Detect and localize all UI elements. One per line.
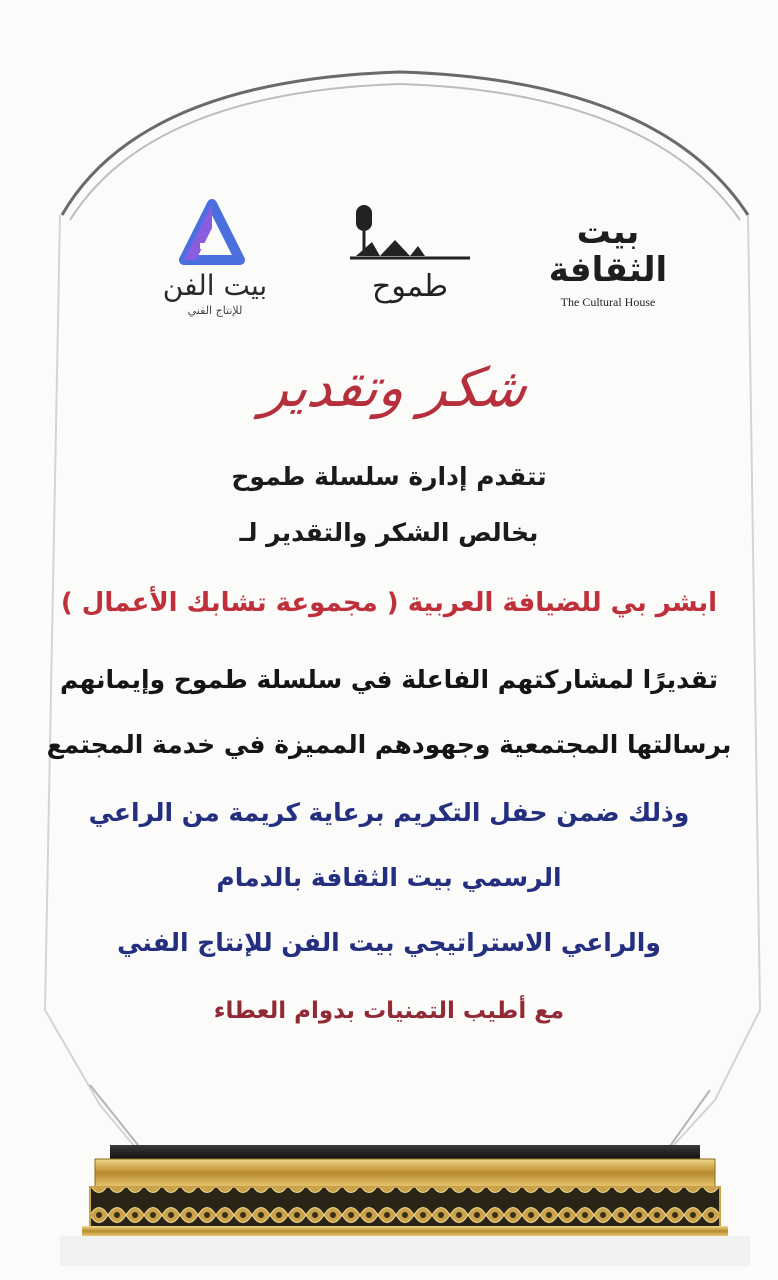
closing-line: مع أطيب التمنيات بدوام العطاء [213,998,565,1024]
cultural-house-arabic: بيت الثقافة [548,212,668,290]
intro-line: تتقدم إدارة سلسلة طموح [231,462,547,491]
thanks-line: بخالص الشكر والتقدير لـ [239,518,539,547]
cultural-house-logo [533,213,683,310]
body-line-2: برسالتها المجتمعية وجهودهم المميزة في خدمة المجتمع [46,730,732,759]
heading-calligraphy: شكر وتقدير [258,356,532,419]
recipient-line: ابشر بي للضيافة العربية ( مجموعة تشابك الأعمال ) [60,588,718,618]
tomouh-logo [330,200,490,304]
sponsor-line-1: وذلك ضمن حفل التكريم برعاية كريمة من الراعي [88,798,690,827]
art-house-arabic: بيت الفن [162,269,268,302]
sponsor-line-2: الرسمي بيت الثقافة بالدمام [216,863,562,892]
body-line-1: تقديرًا لمشاركتهم الفاعلة في سلسلة طموح وإيمانهم [60,665,718,694]
sponsor-line-3: والراعي الاستراتيجي بيت الفن للإنتاج الفني [117,928,661,957]
cultural-house-english: The Cultural House [560,295,656,309]
sponsor-logos [0,195,778,335]
tomouh-arabic: طموح [371,269,449,304]
gold-base [60,1145,750,1266]
art-house-logo [130,200,300,317]
art-house-subtitle: للإنتاج الفني [187,304,243,317]
